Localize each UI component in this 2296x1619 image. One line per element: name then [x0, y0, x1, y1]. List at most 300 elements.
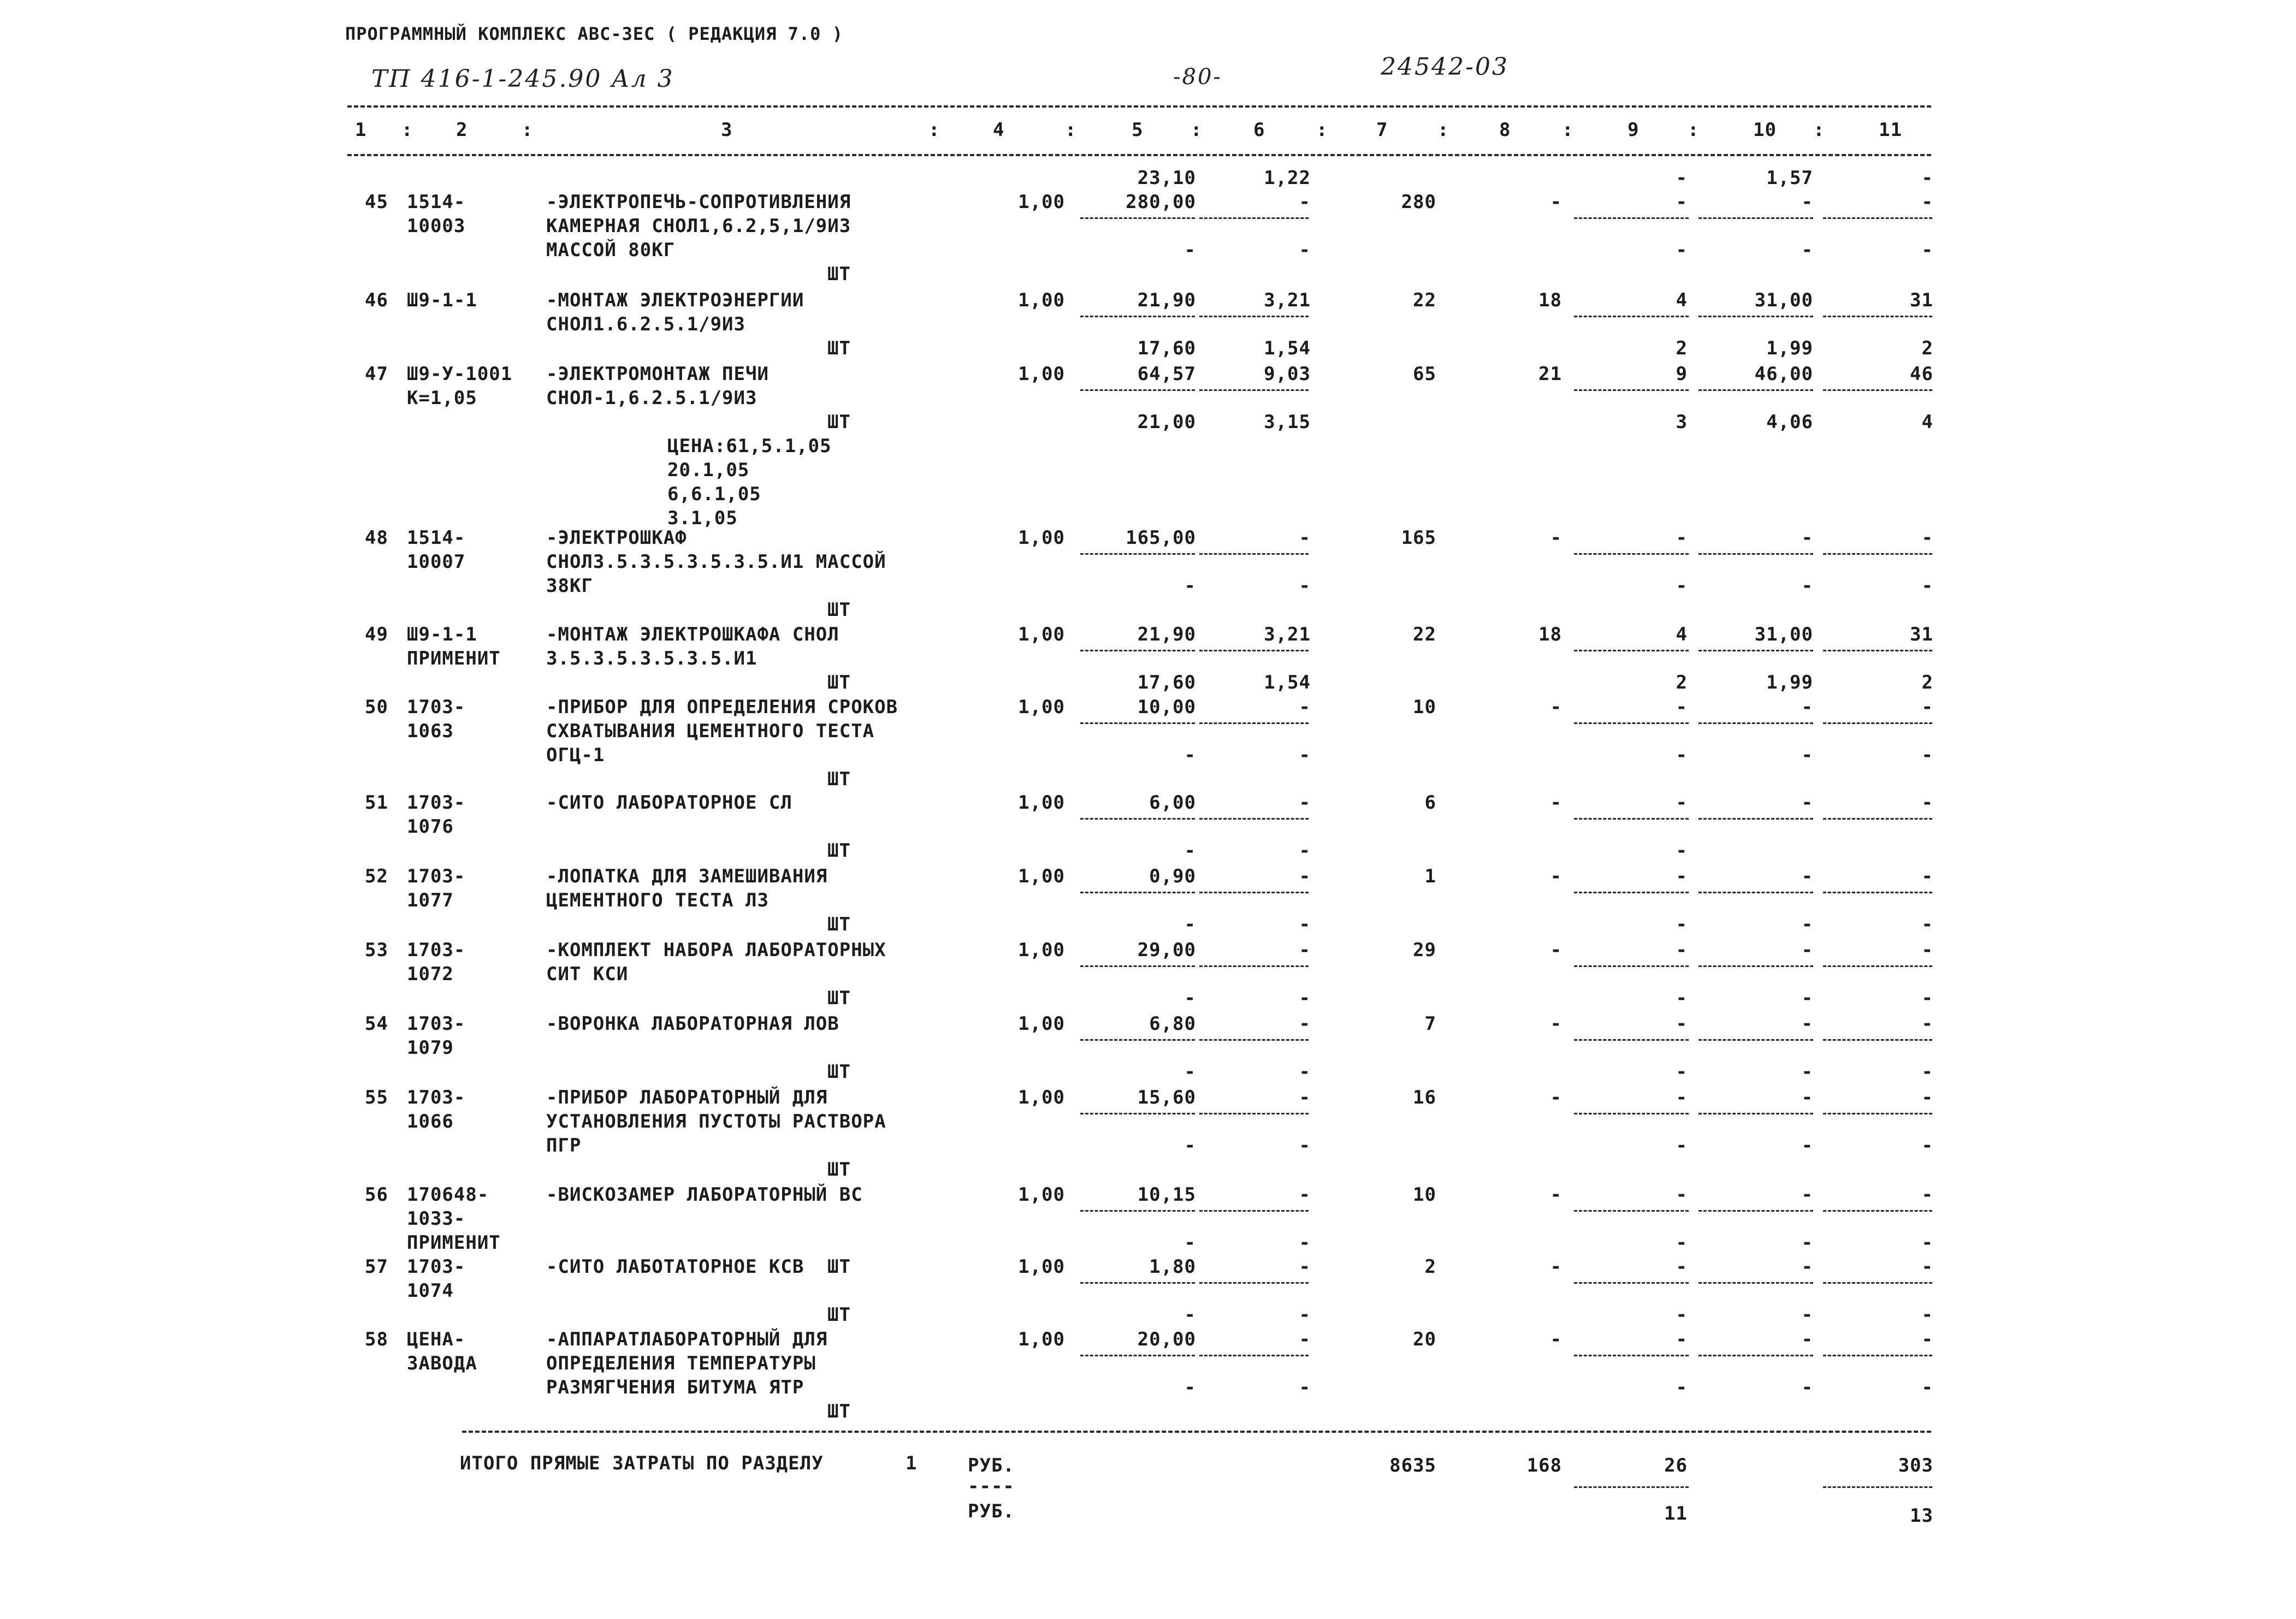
item-description: -ЭЛЕКТРОШКАФ: [546, 527, 687, 549]
unit-label: ШТ: [827, 337, 851, 359]
cell-rule: [1199, 389, 1309, 391]
item-code: 1066: [407, 1111, 454, 1132]
cell-rule: [1199, 1210, 1309, 1212]
value-c5b: -: [1184, 1232, 1196, 1254]
cell-rule: [1574, 722, 1689, 724]
row-number: 53: [365, 939, 388, 961]
value-c11: -: [1921, 865, 1933, 887]
cell-rule: [1699, 1355, 1813, 1356]
value-c5: 6,80: [1149, 1013, 1196, 1035]
value-c5b: -: [1184, 840, 1196, 862]
column-header-5: 5: [1132, 119, 1144, 141]
item-code: 1703-: [407, 696, 466, 718]
price-note: 20.1,05: [667, 459, 750, 481]
value-c5b: -: [1184, 1304, 1196, 1326]
quantity: 1,00: [1018, 1184, 1065, 1206]
item-description: -ПРИБОР ДЛЯ ОПРЕДЕЛЕНИЯ СРОКОВ: [546, 696, 898, 718]
value-c6b: -: [1299, 1232, 1311, 1254]
total-unit-2: РУБ.: [968, 1501, 1015, 1522]
value-c9: -: [1676, 1256, 1688, 1278]
cell-rule: [1574, 1113, 1689, 1114]
quantity: 1,00: [1018, 1013, 1065, 1035]
row-number: 45: [365, 191, 388, 213]
cell-rule: [1199, 722, 1309, 724]
value-c11b: -: [1921, 575, 1933, 597]
value-c8: -: [1550, 939, 1562, 961]
value-c11: -: [1921, 1329, 1933, 1350]
value-c5b: 17,60: [1137, 337, 1196, 359]
value-c9: -: [1676, 865, 1688, 887]
item-description: 3.5.3.5.3.5.3.5.И1: [546, 648, 758, 669]
value-c7: 7: [1424, 1013, 1436, 1035]
item-description: ОПРЕДЕЛЕНИЯ ТЕМПЕРАТУРЫ: [546, 1353, 816, 1374]
item-description: СНОЛ1.6.2.5.1/9И3: [546, 313, 745, 335]
item-code: 170648-: [407, 1184, 489, 1206]
value-c11b: 2: [1921, 337, 1933, 359]
value-c8: -: [1550, 1087, 1562, 1108]
item-code: Ш9-1-1: [407, 624, 477, 645]
value-c8: -: [1550, 865, 1562, 887]
item-code: 1514-: [407, 191, 466, 213]
row-number: 58: [365, 1329, 388, 1350]
value-c11: 46: [1910, 363, 1933, 385]
column-header-6: 6: [1253, 119, 1265, 141]
column-separator: :: [1562, 119, 1574, 141]
cell-rule: [1574, 553, 1689, 555]
total-col-11-rule: [1823, 1486, 1932, 1488]
item-code: 1072: [407, 963, 454, 985]
cell-rule: [1574, 1355, 1689, 1356]
unit-label: ШТ: [827, 768, 851, 790]
cell-rule: [1823, 553, 1932, 555]
value-c7: 22: [1413, 289, 1436, 311]
cell-rule: [1699, 553, 1813, 555]
value-c6: -: [1299, 191, 1311, 213]
value-c9: -: [1676, 696, 1688, 718]
item-description: -СИТО ЛАБОТАТОРНОЕ КСВ: [546, 1256, 804, 1278]
cell-rule: [1574, 965, 1689, 967]
value-c8: -: [1550, 527, 1562, 549]
value-c9: -: [1676, 792, 1688, 814]
unit-label: ШТ: [827, 1061, 851, 1083]
row-number: 46: [365, 289, 388, 311]
item-code: ЦЕНА-: [407, 1329, 466, 1350]
value-c9: -: [1676, 939, 1688, 961]
quantity: 1,00: [1018, 363, 1065, 385]
item-code: Ш9-У-1001: [407, 363, 513, 385]
value-c8: 18: [1538, 289, 1562, 311]
cell-rule: [1080, 553, 1195, 555]
value-c7: 20: [1413, 1329, 1436, 1350]
total-col-11: 303: [1898, 1455, 1933, 1476]
value-c5: 1,80: [1149, 1256, 1196, 1278]
value-c9: 9: [1676, 363, 1688, 385]
value-c6b: -: [1299, 1061, 1311, 1083]
cell-rule: [1199, 1355, 1309, 1356]
item-code: 1703-: [407, 792, 466, 814]
value-c9b: 2: [1676, 672, 1688, 693]
value-c6b: 3,15: [1264, 411, 1311, 433]
value-c10b: 1,99: [1766, 672, 1813, 693]
value-c10b: -: [1801, 239, 1813, 261]
value-c5: 0,90: [1149, 865, 1196, 887]
total-section: 1: [906, 1452, 918, 1474]
item-description: УСТАНОВЛЕНИЯ ПУСТОТЫ РАСТВОРА: [546, 1111, 886, 1132]
value-c11: -: [1921, 939, 1933, 961]
value-c9b: -: [1676, 575, 1688, 597]
value-c5: 6,00: [1149, 792, 1196, 814]
value-c10: -: [1801, 1184, 1813, 1206]
total-rule: [462, 1431, 1931, 1433]
value-c7: 2: [1424, 1256, 1436, 1278]
item-code: ПРИМЕНИТ: [407, 648, 501, 669]
cell-rule: [1823, 1113, 1932, 1114]
value-c5: 10,00: [1137, 696, 1196, 718]
column-separator: :: [928, 119, 940, 141]
column-header-1: 1: [355, 119, 367, 141]
row-number: 57: [365, 1256, 388, 1278]
item-code: 1703-: [407, 1256, 466, 1278]
cell-rule: [1574, 1210, 1689, 1212]
value-c11: -: [1921, 1184, 1933, 1206]
value-c5: 21,90: [1137, 289, 1196, 311]
column-separator: :: [401, 119, 413, 141]
value-c11b: -: [1921, 1232, 1933, 1254]
value-c8: -: [1550, 696, 1562, 718]
cell-rule: [1699, 217, 1813, 219]
cell-rule: [1823, 316, 1932, 317]
quantity: 1,00: [1018, 1087, 1065, 1108]
value-c9b: -: [1676, 1061, 1688, 1083]
cell-rule: [1080, 965, 1195, 967]
item-code: 10003: [407, 215, 466, 237]
value-c11b: 2: [1921, 672, 1933, 693]
value-c7: 29: [1413, 939, 1436, 961]
cell-rule: [1080, 316, 1195, 317]
item-description: -ПРИБОР ЛАБОРАТОРНЫЙ ДЛЯ: [546, 1087, 828, 1108]
quantity: 1,00: [1018, 865, 1065, 887]
column-header-3: 3: [721, 119, 733, 141]
value-c10b: -: [1801, 1135, 1813, 1157]
value-c6: 3,21: [1264, 624, 1311, 645]
value-c6: -: [1299, 1184, 1311, 1206]
value-c9: -: [1676, 527, 1688, 549]
cell-rule: [1699, 389, 1813, 391]
value-c7: 6: [1424, 792, 1436, 814]
value-c5b: 21,00: [1137, 411, 1196, 433]
total-col-9: 26: [1664, 1455, 1688, 1476]
value-c8: -: [1550, 191, 1562, 213]
total-col-9-rule: [1574, 1486, 1689, 1488]
column-header-8: 8: [1499, 119, 1511, 141]
item-code: К=1,05: [407, 387, 477, 409]
cell-rule: [1699, 722, 1813, 724]
value-c10: -: [1801, 527, 1813, 549]
value-c5b: -: [1184, 1377, 1196, 1398]
quantity: 1,00: [1018, 696, 1065, 718]
unit-label: ШТ: [827, 411, 851, 433]
cell-rule: [1574, 650, 1689, 651]
value-c6b: -: [1299, 1304, 1311, 1326]
cell-rule: [1199, 650, 1309, 651]
value-c9: -: [1676, 1013, 1688, 1035]
total-unit-1: РУБ.: [968, 1455, 1015, 1476]
item-description: СИТ КСИ: [546, 963, 629, 985]
value-c10-top: 1,57: [1766, 167, 1813, 189]
value-c9b: 2: [1676, 337, 1688, 359]
cell-rule: [1080, 1210, 1195, 1212]
value-c9b: -: [1676, 1232, 1688, 1254]
value-c10: -: [1801, 939, 1813, 961]
value-c6: -: [1299, 1087, 1311, 1108]
item-code: ПРИМЕНИТ: [407, 1232, 501, 1254]
value-c5b: -: [1184, 1135, 1196, 1157]
item-description: -АППАРАТЛАБОРАТОРНЫЙ ДЛЯ: [546, 1329, 828, 1350]
value-c6b: -: [1299, 987, 1311, 1009]
item-description: -ВОРОНКА ЛАБОРАТОРНАЯ ЛОВ: [546, 1013, 839, 1035]
item-description: РАЗМЯГЧЕНИЯ БИТУМА ЯТР: [546, 1377, 804, 1398]
item-description: -ВИСКОЗАМЕР ЛАБОРАТОРНЫЙ ВС: [546, 1184, 863, 1206]
value-c10: 31,00: [1754, 624, 1813, 645]
value-c5b: -: [1184, 914, 1196, 935]
cell-rule: [1080, 389, 1195, 391]
unit-label: ШТ: [827, 263, 851, 285]
quantity: 1,00: [1018, 191, 1065, 213]
value-c6: -: [1299, 865, 1311, 887]
cell-rule: [1574, 892, 1689, 893]
unit-label: ШТ: [827, 1304, 851, 1326]
value-c11: -: [1921, 1087, 1933, 1108]
value-c9: -: [1676, 1184, 1688, 1206]
value-c11-top: -: [1921, 167, 1933, 189]
row-number: 48: [365, 527, 388, 549]
value-c6: -: [1299, 1013, 1311, 1035]
value-c9b: -: [1676, 914, 1688, 935]
value-c6: 9,03: [1264, 363, 1311, 385]
row-number: 55: [365, 1087, 388, 1108]
item-code: 1703-: [407, 1013, 466, 1035]
value-c10: -: [1801, 1013, 1813, 1035]
unit-label: ШТ: [827, 914, 851, 935]
value-c5: 64,57: [1137, 363, 1196, 385]
cell-rule: [1699, 1039, 1813, 1041]
column-header-10: 10: [1753, 119, 1777, 141]
item-description: ОГЦ-1: [546, 744, 605, 766]
item-code: 10007: [407, 551, 466, 573]
column-separator: :: [522, 119, 534, 141]
value-c6: 3,21: [1264, 289, 1311, 311]
cell-rule: [1080, 818, 1195, 820]
value-c6b: -: [1299, 744, 1311, 766]
quantity: 1,00: [1018, 792, 1065, 814]
value-c7: 16: [1413, 1087, 1436, 1108]
value-c7: 22: [1413, 624, 1436, 645]
item-description: -КОМПЛЕКТ НАБОРА ЛАБОРАТОРНЫХ: [546, 939, 886, 961]
value-c6b: -: [1299, 239, 1311, 261]
value-c11: 31: [1910, 624, 1933, 645]
item-description: КАМЕРНАЯ СНОЛ1,6.2,5,1/9И3: [546, 215, 851, 237]
cell-rule: [1574, 389, 1689, 391]
cell-rule: [1823, 1210, 1932, 1212]
value-c7: 10: [1413, 696, 1436, 718]
value-c9b: -: [1676, 239, 1688, 261]
value-c11b: -: [1921, 1377, 1933, 1398]
value-c6b: -: [1299, 575, 1311, 597]
row-number: 52: [365, 865, 388, 887]
row-number: 51: [365, 792, 388, 814]
quantity: 1,00: [1018, 624, 1065, 645]
cell-rule: [1080, 1039, 1195, 1041]
value-c11: -: [1921, 1256, 1933, 1278]
value-c11: -: [1921, 1013, 1933, 1035]
value-c10b: -: [1801, 744, 1813, 766]
column-header-9: 9: [1628, 119, 1640, 141]
item-code: 1703-: [407, 1087, 466, 1108]
price-note: 3.1,05: [667, 507, 738, 529]
cell-rule: [1823, 389, 1932, 391]
cell-rule: [1823, 1282, 1932, 1284]
item-description: СНОЛ3.5.3.5.3.5.3.5.И1 МАССОЙ: [546, 551, 886, 573]
total-label: ИТОГО ПРЯМЫЕ ЗАТРАТЫ ПО РАЗДЕЛУ: [460, 1452, 824, 1474]
value-c10: 46,00: [1754, 363, 1813, 385]
value-c9: 4: [1676, 289, 1688, 311]
value-c10b: -: [1801, 1232, 1813, 1254]
value-c6b: -: [1299, 1135, 1311, 1157]
quantity: 1,00: [1018, 289, 1065, 311]
value-c11b: -: [1921, 744, 1933, 766]
value-c11: -: [1921, 792, 1933, 814]
value-c10b: 1,99: [1766, 337, 1813, 359]
value-c9b: -: [1676, 840, 1688, 862]
item-description: ЦЕМЕНТНОГО ТЕСТА ЛЗ: [546, 889, 769, 911]
item-code: 1033-: [407, 1208, 466, 1230]
value-c7: 65: [1413, 363, 1436, 385]
item-description: -СИТО ЛАБОРАТОРНОЕ СЛ: [546, 792, 792, 814]
quantity: 1,00: [1018, 939, 1065, 961]
value-c6: -: [1299, 1256, 1311, 1278]
cell-rule: [1080, 1113, 1195, 1114]
cell-rule: [1823, 1355, 1932, 1356]
value-c11: -: [1921, 527, 1933, 549]
value-c5b: -: [1184, 987, 1196, 1009]
quantity: 1,00: [1018, 1329, 1065, 1350]
cell-rule: [1699, 1282, 1813, 1284]
cell-rule: [1199, 892, 1309, 893]
value-c5: 21,90: [1137, 624, 1196, 645]
column-header-4: 4: [993, 119, 1005, 141]
column-header-11: 11: [1879, 119, 1902, 141]
cell-rule: [1199, 217, 1309, 219]
value-c11b: 4: [1921, 411, 1933, 433]
total-col-11-bottom: 13: [1910, 1505, 1933, 1527]
cell-rule: [1699, 316, 1813, 317]
value-c6: -: [1299, 1329, 1311, 1350]
value-c10: -: [1801, 696, 1813, 718]
value-c8: -: [1550, 1256, 1562, 1278]
value-c6: -: [1299, 939, 1311, 961]
value-c9: -: [1676, 191, 1688, 213]
value-c5b: 17,60: [1137, 672, 1196, 693]
item-description: -МОНТАЖ ЭЛЕКТРОШКАФА СНОЛ: [546, 624, 839, 645]
header-rule-top: [347, 105, 1931, 108]
column-separator: :: [1688, 119, 1700, 141]
cell-rule: [1199, 818, 1309, 820]
cell-rule: [1699, 1210, 1813, 1212]
cell-rule: [1823, 892, 1932, 893]
value-c5-top: 23,10: [1137, 167, 1196, 189]
value-c8: -: [1550, 1329, 1562, 1350]
value-c10: -: [1801, 1329, 1813, 1350]
value-c7: 165: [1401, 527, 1436, 549]
price-note: ЦЕНА:61,5.1,05: [667, 435, 832, 457]
total-separator: ----: [968, 1475, 1015, 1497]
cell-rule: [1699, 965, 1813, 967]
document-code: ТП 416-1-245.90 Ал 3: [371, 65, 674, 93]
value-c6-top: 1,22: [1264, 167, 1311, 189]
value-c5: 165,00: [1126, 527, 1196, 549]
value-c5b: -: [1184, 1061, 1196, 1083]
value-c10b: -: [1801, 987, 1813, 1009]
unit-label: ШТ: [827, 1401, 851, 1422]
value-c10: -: [1801, 792, 1813, 814]
value-c8: 18: [1538, 624, 1562, 645]
value-c9b: -: [1676, 1304, 1688, 1326]
cell-rule: [1823, 650, 1932, 651]
value-c7: 1: [1424, 865, 1436, 887]
row-number: 56: [365, 1184, 388, 1206]
cell-rule: [1080, 217, 1195, 219]
cell-rule: [1199, 1113, 1309, 1114]
value-c10b: -: [1801, 1304, 1813, 1326]
item-code: 1074: [407, 1280, 454, 1302]
value-c5: 10,15: [1137, 1184, 1196, 1206]
value-c11b: -: [1921, 1061, 1933, 1083]
unit-label: ШТ: [827, 987, 851, 1009]
value-c10: -: [1801, 865, 1813, 887]
value-c5b: -: [1184, 575, 1196, 597]
cell-rule: [1080, 892, 1195, 893]
row-number: 49: [365, 624, 388, 645]
row-number: 50: [365, 696, 388, 718]
page-number: -80-: [1173, 64, 1222, 90]
cell-rule: [1574, 217, 1689, 219]
cell-rule: [1699, 892, 1813, 893]
value-c11: -: [1921, 191, 1933, 213]
column-separator: :: [1065, 119, 1077, 141]
value-c6: -: [1299, 696, 1311, 718]
value-c10b: -: [1801, 575, 1813, 597]
item-code: Ш9-1-1: [407, 289, 477, 311]
cell-rule: [1080, 650, 1195, 651]
cell-rule: [1823, 818, 1932, 820]
value-c9b: -: [1676, 1135, 1688, 1157]
value-c7: 280: [1401, 191, 1436, 213]
item-code: ЗАВОДА: [407, 1353, 477, 1374]
value-c11b: -: [1921, 1304, 1933, 1326]
value-c5: 29,00: [1137, 939, 1196, 961]
value-c6b: 1,54: [1264, 672, 1311, 693]
unit-label: ШТ: [827, 672, 851, 693]
value-c11b: -: [1921, 987, 1933, 1009]
value-c10b: -: [1801, 914, 1813, 935]
value-c9: -: [1676, 1087, 1688, 1108]
value-c9-top: -: [1676, 167, 1688, 189]
cell-rule: [1574, 1039, 1689, 1041]
quantity: 1,00: [1018, 527, 1065, 549]
item-description: 38КГ: [546, 575, 593, 597]
value-c11b: -: [1921, 239, 1933, 261]
value-c9: 4: [1676, 624, 1688, 645]
